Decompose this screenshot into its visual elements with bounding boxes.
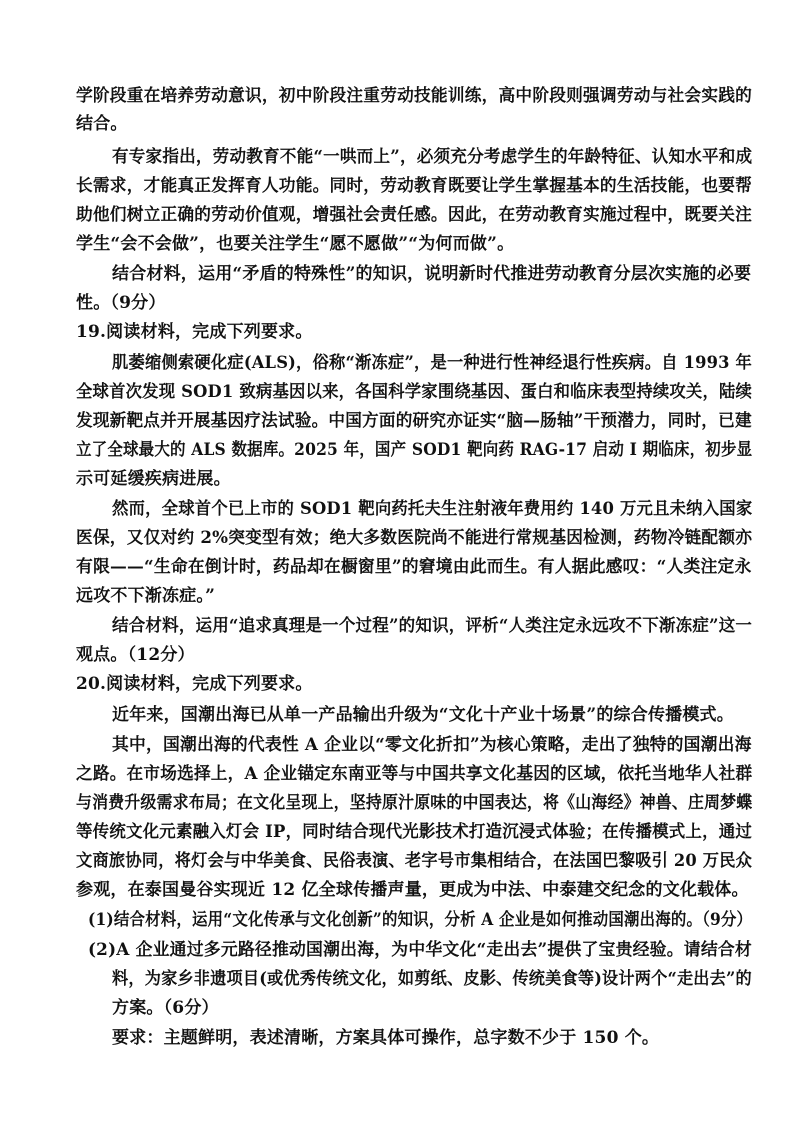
text-line: 有限——“生命在倒计时，药品却在橱窗里”的窘境由此而生。有人据此感叹：“人类注定永 bbox=[76, 557, 752, 577]
text-line: 其中，国潮出海的代表性 A 企业以“零文化折扣”为核心策略，走出了独特的国潮出海 bbox=[112, 735, 752, 755]
text-line: 立了全球最大的 ALS 数据库。2025 年，国产 SOD1 靶向药 RAG-17 启动 Ⅰ 期临床，初步显 bbox=[76, 440, 753, 460]
sub-question-2: 方案。（6分） bbox=[112, 998, 219, 1018]
text-line: 学生“会不会做”，也要关注学生“愿不愿做”“为何而做”。 bbox=[76, 234, 515, 254]
text-line: 结合。 bbox=[76, 114, 128, 134]
text-line: 等传统文化元素融入灯会 IP，同时结合现代光影技术打造沉浸式体验；在传播模式上，通过 bbox=[76, 822, 753, 842]
text-line: 助他们树立正确的劳动价值观，增强社会责任感。因此，在劳动教育实施过程中，既要关注 bbox=[76, 205, 753, 225]
question-heading: 19.阅读材料，完成下列要求。 bbox=[76, 322, 313, 342]
question-requirement: 观点。（12分） bbox=[76, 645, 195, 665]
question-heading: 20.阅读材料，完成下列要求。 bbox=[76, 674, 313, 694]
answer-requirement: 要求：主题鲜明，表述清晰，方案具体可操作，总字数不少于 150 个。 bbox=[112, 1028, 660, 1048]
text-line: 医保，又仅对约 2%突变型有效；绝大多数医院尚不能进行常规基因检测，药物冷链配额亦 bbox=[76, 528, 753, 548]
text-line: 示可延缓疾病进展。 bbox=[76, 469, 231, 489]
text-line: 之路。在市场选择上，A 企业锚定东南亚等与中国共享文化基因的区域，依托当地华人社群 bbox=[76, 764, 753, 784]
question-requirement: 结合材料，运用“矛盾的特殊性”的知识，说明新时代推进劳动教育分层次实施的必要 bbox=[112, 264, 752, 284]
text-line: 文商旅协同，将灯会与中华美食、民俗表演、老字号市集相结合，在法国巴黎吸引 20 万民众 bbox=[76, 851, 753, 871]
text-line: 近年来，国潮出海已从单一产品输出升级为“文化十产业十场景”的综合传播模式。 bbox=[112, 705, 734, 725]
text-line: 有专家指出，劳动教育不能“一哄而上”，必须充分考虑学生的年龄特征、认知水平和成 bbox=[112, 147, 753, 167]
text-line: 全球首次发现 SOD1 致病基因以来，各国科学家围绕基因、蛋白和临床表型持续攻关，陆续 bbox=[76, 382, 753, 402]
sub-question-2: (2)A 企业通过多元路径推动国潮出海，为中华文化“走出去”提供了宝贵经验。请结合材 bbox=[88, 940, 752, 960]
text-line: 肌萎缩侧索硬化症(ALS)，俗称“渐冻症”，是一种进行性神经退行性疾病。自 1993 年 bbox=[112, 353, 753, 373]
sub-question-2: 料，为家乡非遗项目(或优秀传统文化，如剪纸、皮影、传统美食等)设计两个“走出去”的 bbox=[112, 969, 752, 989]
question-requirement: 性。（9分） bbox=[76, 293, 166, 313]
text-line: 与消费升级需求布局；在文化呈现上，坚持原汁原味的中国表达，将《山海经》神兽、庄周梦蝶 bbox=[76, 793, 753, 813]
text-line: 长需求，才能真正发挥育人功能。同时，劳动教育既要让学生掌握基本的生活技能，也要帮 bbox=[76, 176, 753, 196]
text-line: 发现新靶点并开展基因疗法试验。中国方面的研究亦证实“脑—肠轴”干预潜力，同时，已建 bbox=[76, 411, 752, 431]
text-line: 远攻不下渐冻症。” bbox=[76, 586, 216, 606]
text-line: 然而，全球首个已上市的 SOD1 靶向药托夫生注射液年费用约 140 万元且未纳入国家 bbox=[112, 499, 753, 519]
sub-question-1: (1)结合材料，运用“文化传承与文化创新”的知识，分析 A 企业是如何推动国潮出海的。（9分） bbox=[88, 910, 753, 930]
text-line: 学阶段重在培养劳动意识，初中阶段注重劳动技能训练，高中阶段则强调劳动与社会实践的 bbox=[76, 86, 753, 106]
text-line: 参观，在泰国曼谷实现近 12 亿全球传播声量，更成为中法、中泰建交纪念的文化载体。 bbox=[76, 880, 749, 900]
question-requirement: 结合材料，运用“追求真理是一个过程”的知识，评析“人类注定永远攻不下渐冻症”这一 bbox=[112, 616, 753, 636]
